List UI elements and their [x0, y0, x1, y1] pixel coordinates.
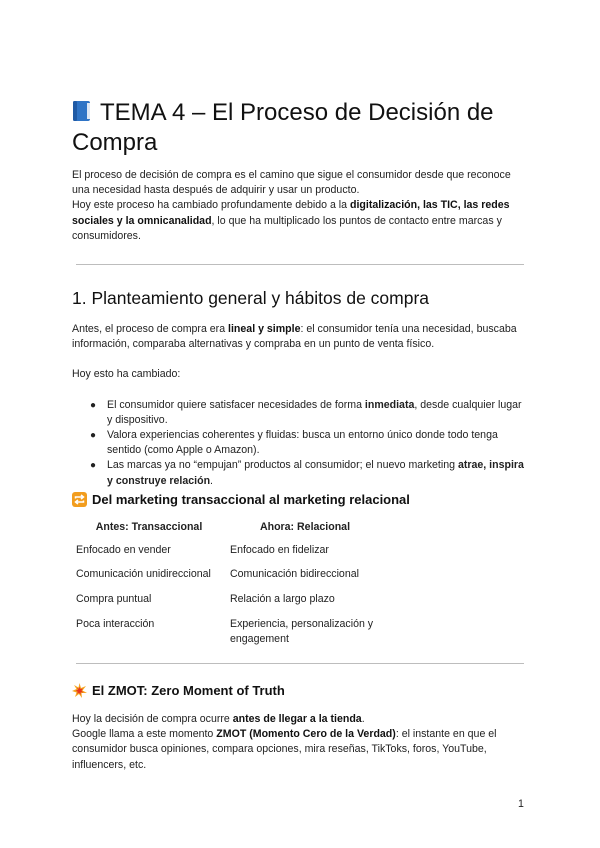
table-row: Enfocado en vender Enfocado en fidelizar: [76, 544, 329, 556]
column-header-before: Antes: Transaccional: [95, 521, 203, 533]
section-3-paragraph-2: Google llama a este momento ZMOT (Momento Cero de la Verdad): el instante en que el consumidor busca opiniones, compara opciones, mira reseñas, TikToks, foros, YouTube, influencers, etc.: [72, 728, 497, 771]
table-row: Comunicación unidireccional Comunicación bidireccional: [76, 568, 359, 580]
page-number: 1: [518, 798, 524, 810]
list-item: ● Valora experiencias coherentes y fluidas: busca un entorno único donde todo tenga sentido (como Apple o Amazon).: [90, 429, 498, 457]
section-1-paragraph-1: Antes, el proceso de compra era lineal y simple: el consumidor tenía una necesidad, buscaba información, comparaba alternativas y compraba en un punto de venta físico.: [72, 323, 517, 351]
table-row: Poca interacción Experiencia, personalización y engagement: [76, 618, 374, 646]
section-1-heading: 1. Planteamiento general y hábitos de compra: [72, 288, 430, 308]
blue-book-icon: [72, 100, 92, 122]
table-row: Compra puntual Relación a largo plazo: [76, 593, 335, 605]
list-item: ● El consumidor quiere satisfacer necesidades de forma inmediata, desde cualquier lugar y dispositivo.: [90, 398, 522, 426]
section-1-paragraph-2: Hoy esto ha cambiado:: [72, 368, 181, 381]
section-2-heading: Del marketing transaccional al marketing relacional: [72, 492, 410, 507]
intro-paragraph-1: El proceso de decisión de compra es el camino que sigue el consumidor desde que reconoce una necesidad hasta después de adquirir y usar un producto.: [72, 169, 511, 197]
repeat-arrows-icon: [72, 492, 87, 507]
section-1-body: [72, 322, 528, 489]
comparison-table: [72, 517, 384, 647]
habits-list: [72, 398, 528, 489]
page-title: [72, 98, 528, 158]
intro-block: [72, 168, 528, 244]
divider-2: [76, 663, 524, 664]
divider-1: [76, 264, 524, 265]
section-3-body: [72, 712, 528, 773]
intro-paragraph-2: Hoy este proceso ha cambiado profundamente debido a la digitalización, las TIC, las redes sociales y la omnicanalidad, lo que ha multiplicado los puntos de contacto entre marcas y consumidores.: [72, 199, 510, 242]
page-title-text: TEMA 4 – El Proceso de Decisión de Compra: [72, 99, 494, 156]
collision-spark-icon: [72, 683, 87, 698]
section-3-paragraph-1: Hoy la decisión de compra ocurre antes de llegar a la tienda.: [72, 713, 365, 725]
list-item: ● Las marcas ya no “empujan” productos al consumidor; el nuevo marketing atrae, inspira y construye relación.: [90, 459, 524, 487]
column-header-now: Ahora: Relacional: [259, 521, 351, 533]
section-3-heading: El ZMOT: Zero Moment of Truth: [72, 683, 285, 698]
